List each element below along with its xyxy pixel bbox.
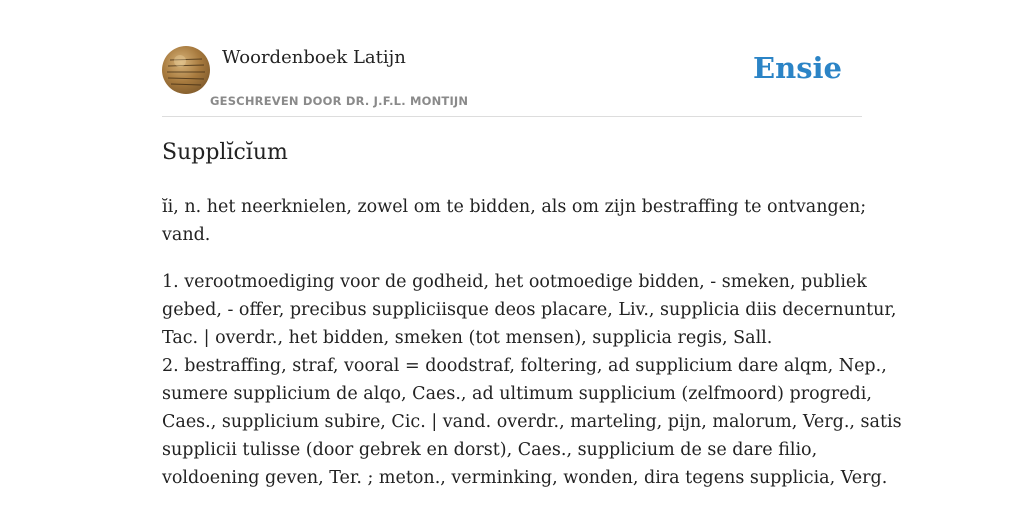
author-line: GESCHREVEN DOOR DR. J.F.L. MONTIJN bbox=[210, 94, 469, 108]
dictionary-title[interactable]: Woordenboek Latijn bbox=[222, 47, 406, 68]
entry-definitions bbox=[162, 268, 902, 492]
page-header bbox=[162, 0, 862, 117]
text-line: Caes., supplicium subire, Cic. | vand. overdr., marteling, pijn, malorum, Verg., satis bbox=[162, 412, 902, 432]
entry-intro bbox=[162, 193, 867, 249]
text-line: supplicii tulisse (door gebrek en dorst), Caes., supplicium de se dare filio, bbox=[162, 440, 818, 460]
text-line: gebed, - offer, precibus suppliciisque deos placare, Liv., supplicia diis decernuntur, bbox=[162, 300, 897, 320]
text-line: Tac. | overdr., het bidden, smeken (tot mensen), supplicia regis, Sall. bbox=[162, 328, 773, 348]
entry-content bbox=[162, 193, 902, 511]
ensie-logo[interactable]: Ensie bbox=[753, 51, 842, 85]
text-line: 2. bestraffing, straf, vooral = doodstraf, foltering, ad supplicium dare alqm, Nep., bbox=[162, 356, 887, 376]
entry-word-title: Supplĭcĭum bbox=[162, 140, 288, 165]
dictionary-avatar-icon[interactable] bbox=[162, 46, 210, 94]
text-line: voldoening geven, Ter. ; meton., verminking, wonden, dira tegens supplicia, Verg. bbox=[162, 468, 888, 488]
text-line: vand. bbox=[162, 225, 211, 245]
text-line: ĭi, n. het neerknielen, zowel om te bidden, als om zijn bestraffing te ontvangen; bbox=[162, 197, 867, 217]
text-line: 1. verootmoediging voor de godheid, het ootmoedige bidden, - smeken, publiek bbox=[162, 272, 867, 292]
page-container bbox=[162, 0, 902, 488]
text-line: sumere supplicium de alqo, Caes., ad ultimum supplicium (zelfmoord) progredi, bbox=[162, 384, 872, 404]
